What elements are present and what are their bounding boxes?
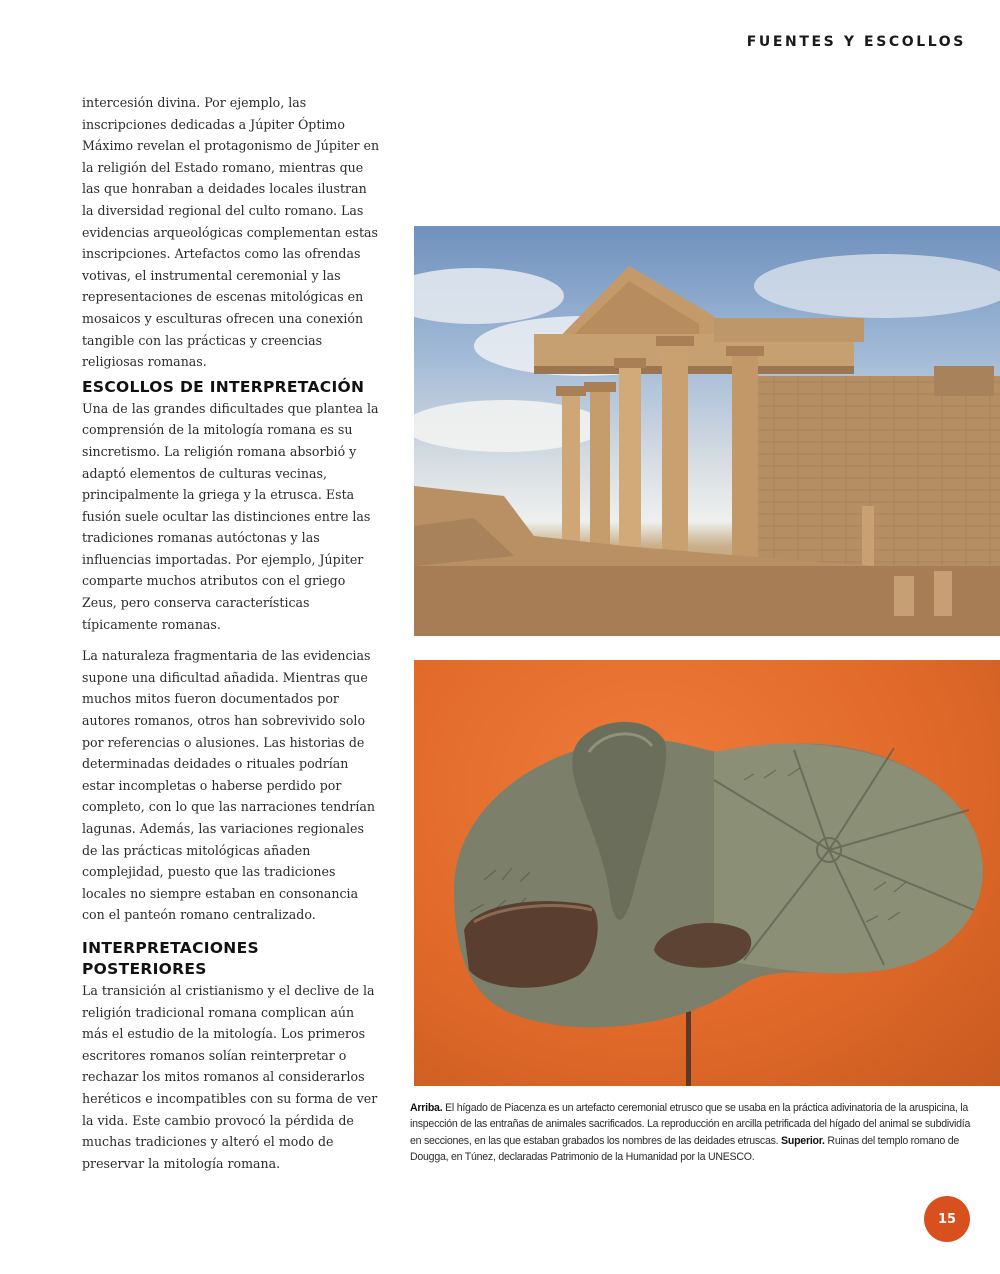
piacenza-liver-photo xyxy=(414,660,1000,1086)
temple-photo xyxy=(414,226,1000,636)
body-paragraph-3: La naturaleza fragmentaria de las evidencias supone una dificultad añadida. Mientras que muchos mitos fueron documentados por autores romanos, otros han sobrevivido solo por referencias o alusiones. Las historias de determinadas deidades o rituales podrían estar incompletas o haberse perdido por completo, con lo que las narraciones tendrían lagunas. Además, las variaciones regionales de las prácticas mitológicas añaden complejidad, puesto que las tradiciones locales no siempre estaban en consonancia con el panteón romano centralizado. xyxy=(82,648,375,923)
body-paragraph-2: Una de las grandes dificultades que plantea la comprensión de la mitología romana es su sincretismo. La religión romana absorbió y adaptó elementos de culturas vecinas, principalmente la griega y la etrusca. Esta fusión suele ocultar las distinciones entre las tradiciones romanas autóctonas y las influencias importadas. Por ejemplo, Júpiter comparte muchos atributos con el griego Zeus, pero conserva características típicamente romanas. xyxy=(82,400,379,632)
article-column xyxy=(82,92,382,1174)
running-head: FUENTES Y ESCOLLOS xyxy=(746,34,966,50)
liver-illustration xyxy=(414,660,1000,1086)
photo-caption xyxy=(410,1100,980,1165)
temple-illustration xyxy=(414,226,1000,636)
body-paragraph-1: intercesión divina. Por ejemplo, las inscripciones dedicadas a Júpiter Óptimo Máximo revelan el protagonismo de Júpiter en la religión del Estado romano, mientras que las que honraban a deidades locales ilustran la diversidad regional del culto romano. Las evidencias arqueológicas complementan estas inscripciones. Artefactos como las ofrendas votivas, el instrumental ceremonial y las representaciones de escenas mitológicas en mosaicos y esculturas ofrecen una conexión tangible con las prácticas y creencias religiosas romanas. xyxy=(82,95,380,370)
caption-label-top: Arriba. xyxy=(410,1102,443,1114)
page-number-badge: 15 xyxy=(924,1196,970,1242)
caption-label-superior: Superior. xyxy=(781,1134,825,1147)
caption-text-top: El hígado de Piacenza es un artefacto ceremonial etrusco que se usaba en la práctica adivinatoria de la aruspicina, la inspección de las entrañas de animales sacrificados. La reproducción en arcilla petrificada del hígado del animal se subdividía en secciones, en las que estaban grabados los nombres de las deidades etruscas. xyxy=(410,1102,971,1147)
body-paragraph-4: La transición al cristianismo y el declive de la religión tradicional romana complican aún más el estudio de la mitología. Los primeros escritores romanos solían reinterpretar o rechazar los mitos romanos al considerarlos heréticos e incompatibles con su forma de ver la vida. Este cambio provocó la pérdida de muchas tradiciones y alteró el modo de preservar la mitología romana. xyxy=(82,982,378,1171)
section-heading-interpretaciones: INTERPRETACIONES POSTERIORES xyxy=(82,938,259,978)
section-heading-escollos: ESCOLLOS DE INTERPRETACIÓN xyxy=(82,377,365,396)
caption-text-superior: Ruinas del templo romano de Dougga, en Túnez, declaradas Patrimonio de la Humanidad por la UNESCO. xyxy=(410,1134,960,1163)
